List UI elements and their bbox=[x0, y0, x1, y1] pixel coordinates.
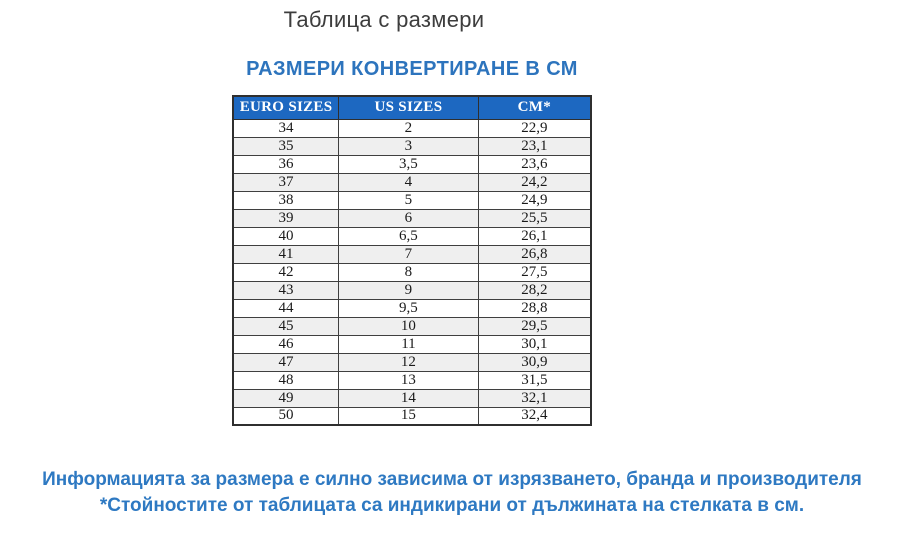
table-row bbox=[233, 263, 591, 281]
table-cell: 30,9 bbox=[478, 353, 591, 371]
table-header-row bbox=[233, 96, 591, 119]
table-cell: 8 bbox=[339, 263, 479, 281]
table-cell: 3,5 bbox=[339, 155, 479, 173]
table-cell: 9,5 bbox=[339, 299, 479, 317]
table-row bbox=[233, 155, 591, 173]
table-cell: 2 bbox=[339, 119, 479, 137]
table-row bbox=[233, 317, 591, 335]
table-cell: 13 bbox=[339, 371, 479, 389]
table-cell: 38 bbox=[233, 191, 339, 209]
table-cell: 50 bbox=[233, 407, 339, 425]
table-cell: 24,2 bbox=[478, 173, 591, 191]
table-cell: 48 bbox=[233, 371, 339, 389]
table-cell: 28,8 bbox=[478, 299, 591, 317]
table-cell: 9 bbox=[339, 281, 479, 299]
table-row bbox=[233, 371, 591, 389]
page-title: Таблица с размери bbox=[283, 7, 485, 32]
table-cell: 46 bbox=[233, 335, 339, 353]
table-cell: 41 bbox=[233, 245, 339, 263]
table-cell: 31,5 bbox=[478, 371, 591, 389]
table-cell: 32,4 bbox=[478, 407, 591, 425]
table-cell: 47 bbox=[233, 353, 339, 371]
size-disclaimer-line1: Информацията за размера е силно зависима от изрязването, бранда и производителя bbox=[42, 469, 862, 490]
table-cell: 43 bbox=[233, 281, 339, 299]
table-row bbox=[233, 191, 591, 209]
table-cell: 4 bbox=[339, 173, 479, 191]
table-row bbox=[233, 227, 591, 245]
column-header-us-sizes: US SIZES bbox=[339, 96, 479, 119]
table-cell: 29,5 bbox=[478, 317, 591, 335]
table-cell: 22,9 bbox=[478, 119, 591, 137]
table-cell: 26,8 bbox=[478, 245, 591, 263]
table-cell: 30,1 bbox=[478, 335, 591, 353]
table-cell: 34 bbox=[233, 119, 339, 137]
table-cell: 26,1 bbox=[478, 227, 591, 245]
column-header-euro-sizes: EURO SIZES bbox=[233, 96, 339, 119]
table-row bbox=[233, 335, 591, 353]
table-row bbox=[233, 407, 591, 425]
table-cell: 45 bbox=[233, 317, 339, 335]
column-header-cm: CM* bbox=[478, 96, 591, 119]
table-cell: 28,2 bbox=[478, 281, 591, 299]
table-cell: 10 bbox=[339, 317, 479, 335]
table-cell: 35 bbox=[233, 137, 339, 155]
table-cell: 23,1 bbox=[478, 137, 591, 155]
table-cell: 40 bbox=[233, 227, 339, 245]
table-cell: 11 bbox=[339, 335, 479, 353]
table-cell: 42 bbox=[233, 263, 339, 281]
table-cell: 7 bbox=[339, 245, 479, 263]
size-conversion-table bbox=[232, 95, 592, 426]
table-cell: 23,6 bbox=[478, 155, 591, 173]
table-row bbox=[233, 173, 591, 191]
table-row bbox=[233, 209, 591, 227]
size-disclaimer-line2: *Стойностите от таблицата са индикирани от дължината на стелката в см. bbox=[99, 495, 805, 516]
table-row bbox=[233, 245, 591, 263]
table-cell: 27,5 bbox=[478, 263, 591, 281]
table-row bbox=[233, 281, 591, 299]
table-cell: 36 bbox=[233, 155, 339, 173]
table-body bbox=[233, 119, 591, 425]
table-row bbox=[233, 353, 591, 371]
table-cell: 6 bbox=[339, 209, 479, 227]
table-cell: 44 bbox=[233, 299, 339, 317]
table-row bbox=[233, 299, 591, 317]
table-cell: 24,9 bbox=[478, 191, 591, 209]
size-disclaimer bbox=[0, 467, 904, 519]
table-cell: 37 bbox=[233, 173, 339, 191]
table-cell: 25,5 bbox=[478, 209, 591, 227]
table-cell: 12 bbox=[339, 353, 479, 371]
table-row bbox=[233, 119, 591, 137]
table-cell: 6,5 bbox=[339, 227, 479, 245]
table-cell: 5 bbox=[339, 191, 479, 209]
table-row bbox=[233, 137, 591, 155]
section-title-conversion: РАЗМЕРИ КОНВЕРТИРАНЕ В СМ bbox=[246, 58, 578, 80]
table-cell: 14 bbox=[339, 389, 479, 407]
table-cell: 32,1 bbox=[478, 389, 591, 407]
table-cell: 15 bbox=[339, 407, 479, 425]
table-cell: 39 bbox=[233, 209, 339, 227]
table-row bbox=[233, 389, 591, 407]
table-cell: 3 bbox=[339, 137, 479, 155]
table-cell: 49 bbox=[233, 389, 339, 407]
